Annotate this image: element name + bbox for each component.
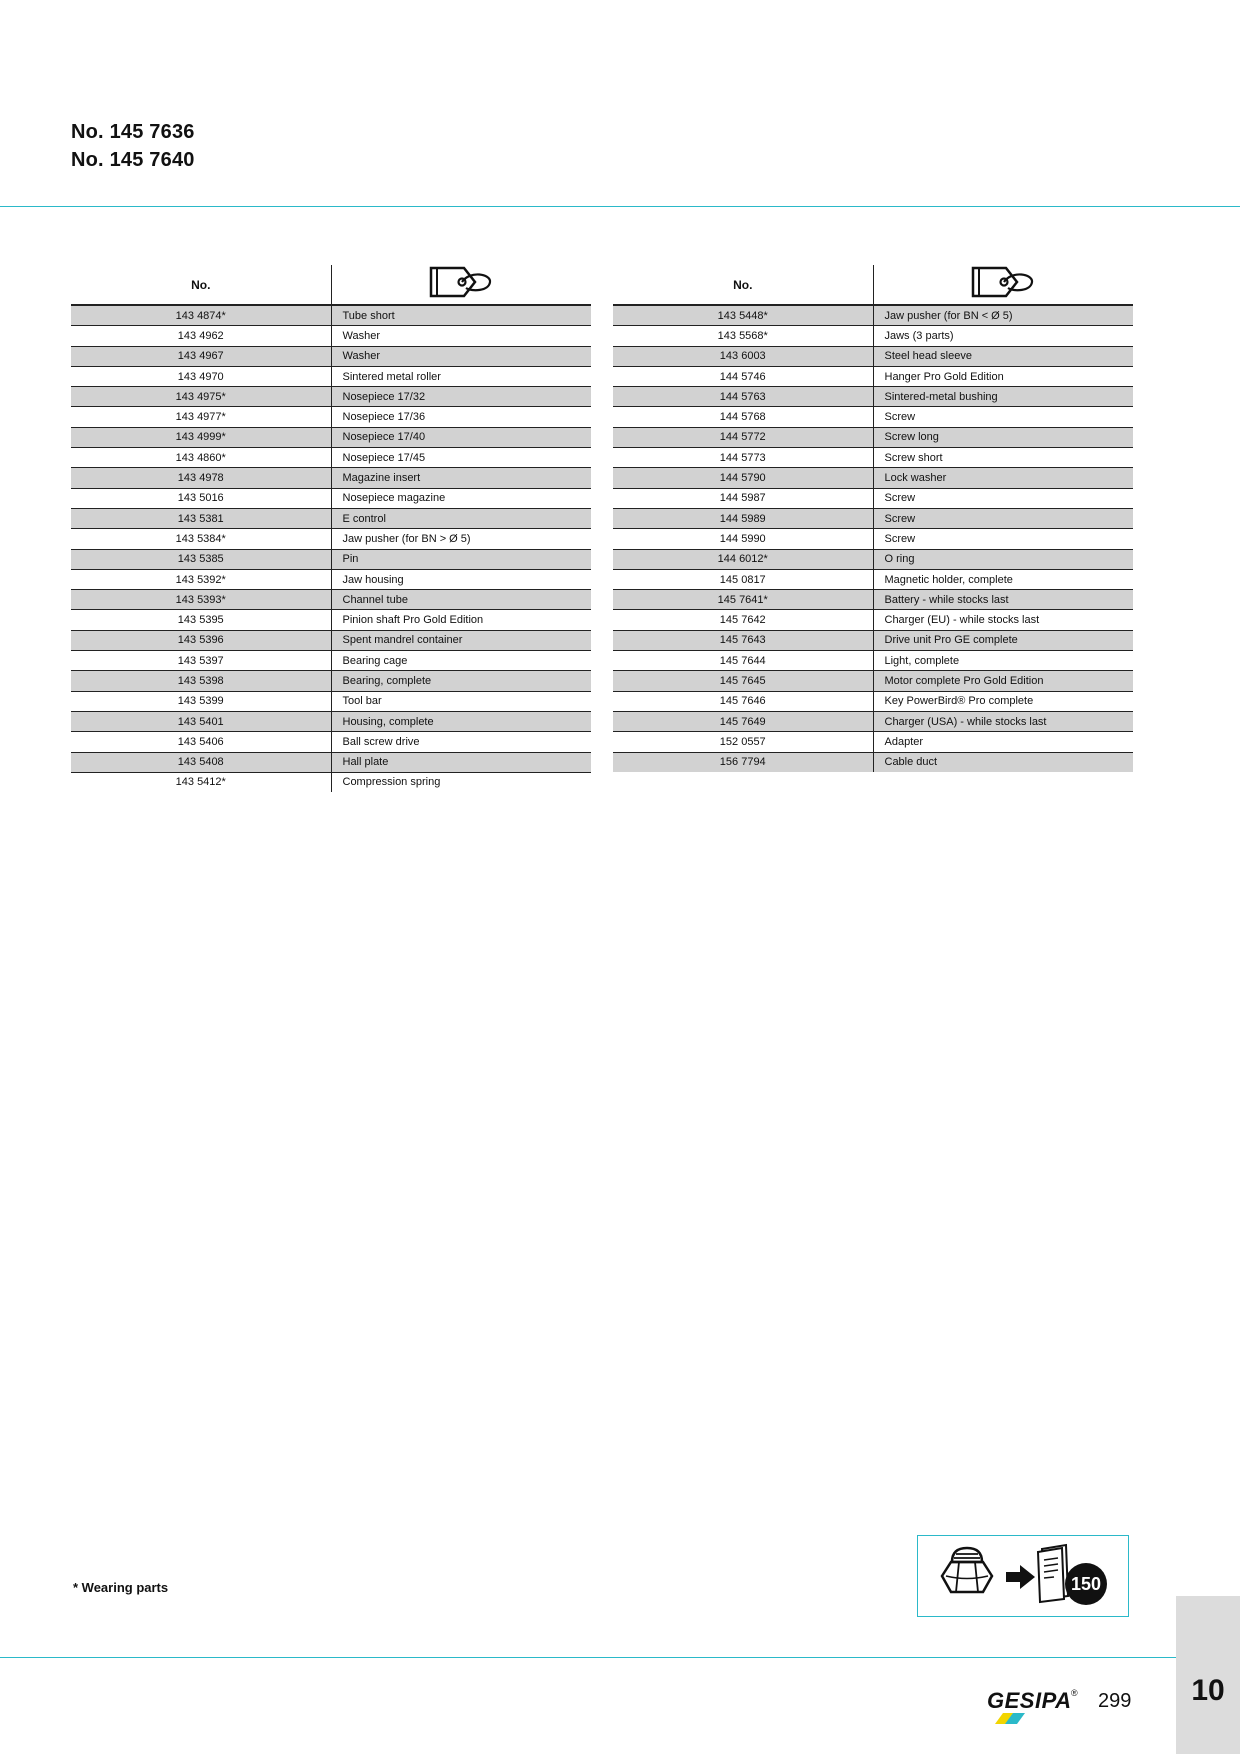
parts-table-right [613, 265, 1133, 772]
part-description: Screw [873, 529, 1133, 549]
part-description: Jaws (3 parts) [873, 326, 1133, 346]
part-number: 144 5990 [613, 529, 873, 549]
part-number: 143 4977* [71, 407, 331, 427]
table-row [613, 488, 1133, 508]
column-header-no: No. [71, 265, 331, 305]
part-number: 145 0817 [613, 569, 873, 589]
part-description: Screw short [873, 448, 1133, 468]
part-description: Bearing, complete [331, 671, 591, 691]
table-row [71, 711, 591, 731]
part-description: Motor complete Pro Gold Edition [873, 671, 1133, 691]
part-number: 145 7644 [613, 651, 873, 671]
part-number: 143 5385 [71, 549, 331, 569]
part-description: Channel tube [331, 590, 591, 610]
table-row [71, 427, 591, 447]
part-number: 143 5392* [71, 569, 331, 589]
table-row [71, 407, 591, 427]
part-description: Housing, complete [331, 711, 591, 731]
table-row [71, 326, 591, 346]
part-description: Adapter [873, 732, 1133, 752]
part-description: Hanger Pro Gold Edition [873, 366, 1133, 386]
table-row [613, 305, 1133, 326]
part-description: Battery - while stocks last [873, 590, 1133, 610]
footnote-wearing-parts: * Wearing parts [73, 1580, 169, 1595]
part-description: Bearing cage [331, 651, 591, 671]
part-description: Tube short [331, 305, 591, 326]
part-number: 156 7794 [613, 752, 873, 772]
reference-graphic [918, 1536, 1128, 1616]
part-number: 143 5398 [71, 671, 331, 691]
table-row [71, 549, 591, 569]
table-row [613, 346, 1133, 366]
table-row [613, 691, 1133, 711]
table-row [613, 651, 1133, 671]
part-number: 144 5768 [613, 407, 873, 427]
table-row [613, 448, 1133, 468]
part-number: 145 7642 [613, 610, 873, 630]
part-description: Jaw housing [331, 569, 591, 589]
top-divider [0, 206, 1240, 207]
part-description: Light, complete [873, 651, 1133, 671]
part-description: Charger (USA) - while stocks last [873, 711, 1133, 731]
part-number: 152 0557 [613, 732, 873, 752]
table-row [613, 508, 1133, 528]
part-description: Jaw pusher (for BN > Ø 5) [331, 529, 591, 549]
table-row [71, 366, 591, 386]
table-row [613, 671, 1133, 691]
part-description: Washer [331, 326, 591, 346]
part-description: Steel head sleeve [873, 346, 1133, 366]
table-row [613, 468, 1133, 488]
part-number: 145 7645 [613, 671, 873, 691]
part-description: Nosepiece magazine [331, 488, 591, 508]
part-description: Tool bar [331, 691, 591, 711]
table-row [613, 732, 1133, 752]
part-description: Hall plate [331, 752, 591, 772]
page-number: 299 [1098, 1690, 1132, 1712]
part-description: Compression spring [331, 772, 591, 792]
arrow-right-icon [1006, 1565, 1035, 1589]
part-number: 143 5397 [71, 651, 331, 671]
part-number: 143 5396 [71, 630, 331, 650]
table-row [613, 752, 1133, 772]
part-number: 145 7643 [613, 630, 873, 650]
table-row [613, 590, 1133, 610]
part-number: 143 5395 [71, 610, 331, 630]
parts-table-left [71, 265, 591, 792]
part-number: 143 5406 [71, 732, 331, 752]
part-description: Spent mandrel container [331, 630, 591, 650]
table-row [71, 468, 591, 488]
logo-wordmark: GESIPA [987, 1688, 1072, 1713]
table-row [613, 427, 1133, 447]
title-line-2: No. 145 7640 [71, 149, 195, 171]
part-number: 143 5448* [613, 305, 873, 326]
part-number: 144 5773 [613, 448, 873, 468]
part-number: 143 4967 [71, 346, 331, 366]
part-description: Magazine insert [331, 468, 591, 488]
price-tag-icon [970, 266, 1036, 298]
table-row [71, 569, 591, 589]
part-number: 144 5746 [613, 366, 873, 386]
document-icon [1038, 1545, 1068, 1602]
part-number: 145 7646 [613, 691, 873, 711]
column-header-description [873, 265, 1133, 305]
chapter-tab [1176, 1596, 1240, 1754]
table-row [71, 448, 591, 468]
part-number: 143 4970 [71, 366, 331, 386]
table-row [71, 508, 591, 528]
part-number: 143 5399 [71, 691, 331, 711]
price-tag-icon [428, 266, 494, 298]
table-row [71, 610, 591, 630]
part-number: 143 4999* [71, 427, 331, 447]
table-row [613, 610, 1133, 630]
part-number: 143 6003 [613, 346, 873, 366]
table-row [613, 569, 1133, 589]
part-number: 143 5381 [71, 508, 331, 528]
page-reference-box [917, 1535, 1129, 1617]
table-row [71, 529, 591, 549]
table-row [613, 711, 1133, 731]
page-reference-number: 150 [1070, 1574, 1102, 1594]
part-number: 144 6012* [613, 549, 873, 569]
part-number: 145 7649 [613, 711, 873, 731]
part-description: Nosepiece 17/36 [331, 407, 591, 427]
table-row [613, 387, 1133, 407]
table-row [71, 691, 591, 711]
part-description: Drive unit Pro GE complete [873, 630, 1133, 650]
part-description: Nosepiece 17/40 [331, 427, 591, 447]
column-header-no: No. [613, 265, 873, 305]
part-number: 143 5568* [613, 326, 873, 346]
part-number: 144 5989 [613, 508, 873, 528]
table-row [71, 752, 591, 772]
chapter-number: 10 [1191, 1674, 1225, 1707]
table-row [71, 630, 591, 650]
logo-registered-mark: ® [1071, 1688, 1078, 1698]
part-description: Screw long [873, 427, 1133, 447]
part-number: 143 4874* [71, 305, 331, 326]
part-description: Lock washer [873, 468, 1133, 488]
table-row [71, 732, 591, 752]
table-row [71, 488, 591, 508]
table-row [613, 407, 1133, 427]
part-number: 143 4978 [71, 468, 331, 488]
part-description: Sintered metal roller [331, 366, 591, 386]
gesipa-logo [985, 1686, 1080, 1731]
part-number: 143 5408 [71, 752, 331, 772]
table-row [613, 630, 1133, 650]
table-row [71, 651, 591, 671]
table-row [71, 772, 591, 792]
bottom-divider [0, 1657, 1176, 1658]
part-description: Ball screw drive [331, 732, 591, 752]
part-number: 143 5401 [71, 711, 331, 731]
page-title [71, 118, 195, 174]
part-number: 143 4975* [71, 387, 331, 407]
part-number: 143 5412* [175, 776, 226, 789]
part-description: Washer [331, 346, 591, 366]
nut-icon [942, 1548, 992, 1592]
part-description: Cable duct [873, 752, 1133, 772]
part-description: Jaw pusher (for BN < Ø 5) [873, 305, 1133, 326]
column-header-description [331, 265, 591, 305]
table-row [613, 366, 1133, 386]
table-row [71, 590, 591, 610]
title-line-1: No. 145 7636 [71, 121, 195, 143]
part-description: Nosepiece 17/45 [331, 448, 591, 468]
part-number: 143 5393* [71, 590, 331, 610]
part-description: Sintered-metal bushing [873, 387, 1133, 407]
part-number: 144 5790 [613, 468, 873, 488]
part-number: 144 5763 [613, 387, 873, 407]
part-description: E control [331, 508, 591, 528]
table-row [71, 671, 591, 691]
table-row [71, 387, 591, 407]
table-row [613, 549, 1133, 569]
part-number: 143 4962 [71, 326, 331, 346]
part-number: 143 4860* [71, 448, 331, 468]
part-description: Magnetic holder, complete [873, 569, 1133, 589]
part-description: Nosepiece 17/32 [331, 387, 591, 407]
part-number: 144 5772 [613, 427, 873, 447]
part-description: Screw [873, 407, 1133, 427]
part-number: 143 5384* [71, 529, 331, 549]
part-number: 144 5987 [613, 488, 873, 508]
table-row [613, 326, 1133, 346]
table-row [71, 305, 591, 326]
table-row [613, 529, 1133, 549]
part-description: O ring [873, 549, 1133, 569]
part-number: 145 7641* [613, 590, 873, 610]
part-description: Key PowerBird® Pro complete [873, 691, 1133, 711]
part-description: Pinion shaft Pro Gold Edition [331, 610, 591, 630]
part-description: Screw [873, 508, 1133, 528]
part-description: Screw [873, 488, 1133, 508]
part-description: Pin [331, 549, 591, 569]
table-row [71, 346, 591, 366]
part-description: Charger (EU) - while stocks last [873, 610, 1133, 630]
part-number: 143 5016 [71, 488, 331, 508]
